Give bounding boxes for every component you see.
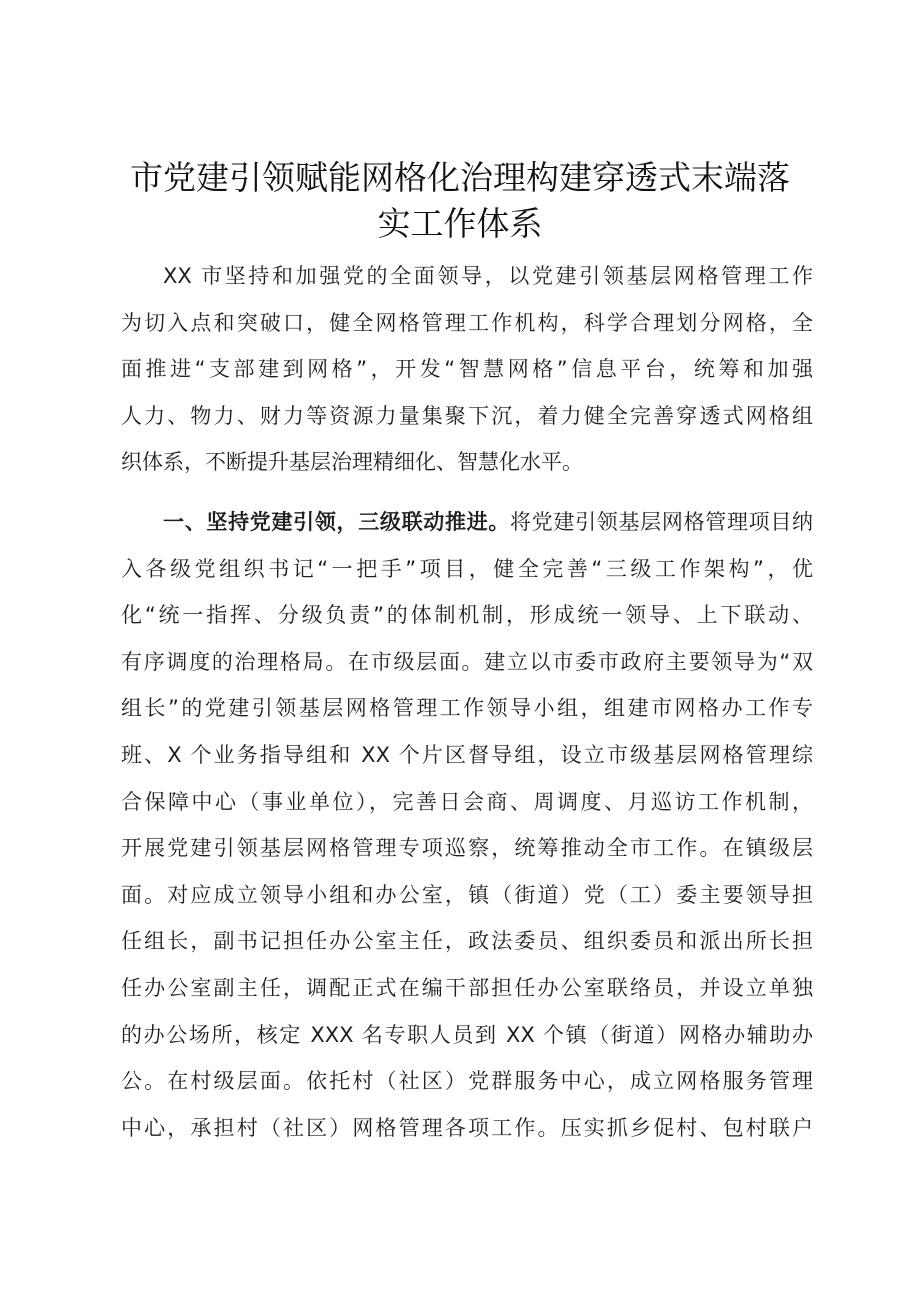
paragraph-line: 任办公室副主任，调配正式在编干部担任办公室联络员，并设立单独 xyxy=(121,975,813,1000)
paragraph-line: 织体系，不断提升基层治理精细化、智慧化水平。 xyxy=(121,450,583,475)
title-line-2: 实工作体系 xyxy=(377,204,543,243)
paragraph-line: 公。在村级层面。依托村（社区）党群服务中心，成立网格服务管理 xyxy=(121,1069,813,1094)
paragraph-line: 开展党建引领基层网格管理专项巡察，统筹推动全市工作。在镇级层 xyxy=(121,836,813,861)
paragraph-line: 为切入点和突破口，健全网格管理工作机构，科学合理划分网格，全 xyxy=(121,310,813,335)
title-line-1: 市党建引领赋能网格化治理构建穿透式末端落 xyxy=(130,158,790,197)
document-body xyxy=(121,253,813,1151)
section-first-line-text: 将党建引领基层网格管理项目纳 xyxy=(510,509,814,534)
paragraph-line: 入各级党组织书记“一把手”项目，健全完善“三级工作架构”，优 xyxy=(121,556,813,581)
paragraph-line: 组长”的党建引领基层网格管理工作领导小组，组建市网格办工作专 xyxy=(121,696,813,721)
paragraph-line: XX 市坚持和加强党的全面领导，以党建引领基层网格管理工作 xyxy=(163,264,813,288)
paragraph-line: 的办公场所，核定 XXX 名专职人员到 XX 个镇（街道）网格办辅助办 xyxy=(121,1022,813,1047)
paragraph-intro xyxy=(121,253,813,486)
paragraph-section-1 xyxy=(121,499,813,1151)
paragraph-line: 班、X 个业务指导组和 XX 个片区督导组，设立市级基层网格管理综 xyxy=(121,742,813,767)
section-heading: 一、坚持党建引领，三级联动推进。 xyxy=(163,509,511,534)
paragraph-line: 人力、物力、财力等资源力量集聚下沉，着力健全完善穿透式网格组 xyxy=(121,403,813,428)
paragraph-line: 面。对应成立领导小组和办公室，镇（街道）党（工）委主要领导担 xyxy=(121,882,813,907)
paragraph-gap xyxy=(121,486,813,499)
paragraph-line: 化“统一指挥、分级负责”的体制机制，形成统一领导、上下联动、 xyxy=(121,603,813,628)
paragraph-line: 有序调度的治理格局。在市级层面。建立以市委市政府主要领导为“双 xyxy=(121,649,813,674)
paragraph-line: 任组长，副书记担任办公室主任，政法委员、组织委员和派出所长担 xyxy=(121,929,813,954)
document-title xyxy=(120,155,800,247)
paragraph-line: 面推进“支部建到网格”，开发“智慧网格”信息平台，统筹和加强 xyxy=(121,357,813,382)
paragraph-line: 中心，承担村（社区）网格管理各项工作。压实抓乡促村、包村联户 xyxy=(121,1115,813,1140)
paragraph-line: 合保障中心（事业单位），完善日会商、周调度、月巡访工作机制， xyxy=(121,789,813,814)
section-first-line xyxy=(121,499,813,546)
